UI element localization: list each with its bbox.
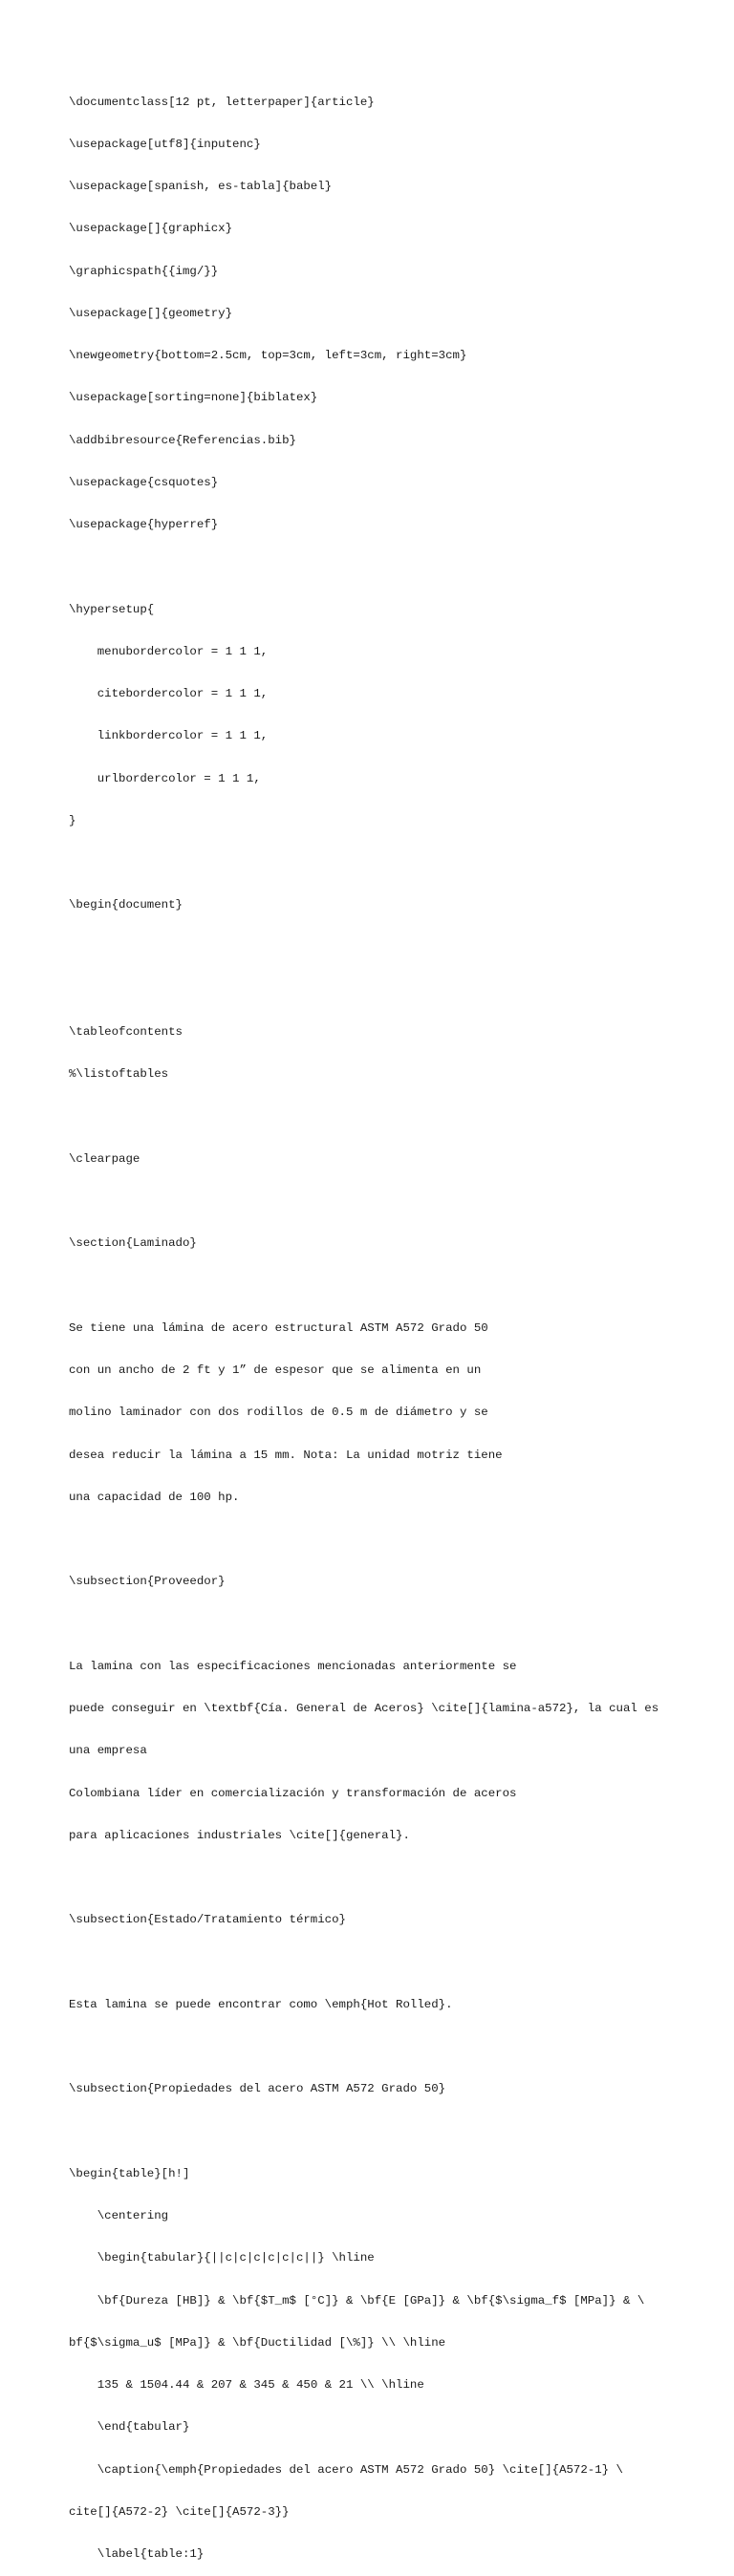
- code-line: menubordercolor = 1 1 1,: [69, 644, 269, 658]
- code-line: \tableofcontents: [69, 1025, 183, 1039]
- code-line: \end{tabular}: [69, 2420, 190, 2435]
- code-line: }: [69, 813, 76, 827]
- code-line: \addbibresource{Referencias.bib}: [69, 433, 296, 447]
- blank-line: [69, 1279, 700, 1294]
- code-line: \usepackage[]{geometry}: [69, 306, 233, 320]
- code-line: Colombiana líder en comercialización y transformación de aceros: [69, 1786, 517, 1800]
- code-line: para aplicaciones industriales \cite[]{general}.: [69, 1828, 410, 1842]
- code-line: \clearpage: [69, 1151, 140, 1166]
- latex-source-document: [69, 67, 700, 2576]
- code-line: Esta lamina se puede encontrar como \emph{Hot Rolled}.: [69, 1997, 453, 2011]
- code-line: puede conseguir en \textbf{Cía. General de Aceros} \cite[]{lamina-a572}, la cual es: [69, 1702, 659, 1715]
- blank-line: [69, 941, 700, 955]
- code-line: %\listoftables: [69, 1067, 169, 1082]
- blank-line: [69, 1194, 700, 1209]
- code-line: molino laminador con dos rodillos de 0.5 m de diámetro y se: [69, 1406, 488, 1420]
- code-line: \begin{tabular}{||c|c|c|c|c|c||} \hline: [69, 2251, 375, 2265]
- code-line: \caption{\emph{Propiedades del acero ASTM A572 Grado 50} \cite[]{A572-1} \: [69, 2462, 623, 2477]
- code-line: cite[]{A572-2} \cite[]{A572-3}}: [69, 2504, 290, 2519]
- code-line: con un ancho de 2 ft y 1” de espesor que se alimenta en un: [69, 1363, 482, 1377]
- blank-line: [69, 983, 700, 998]
- code-line: urlbordercolor = 1 1 1,: [69, 771, 261, 785]
- code-line: \usepackage[spanish, es-tabla]{babel}: [69, 180, 333, 193]
- blank-line: [69, 2040, 700, 2054]
- blank-line: [69, 1871, 700, 1885]
- code-line: \usepackage[utf8]{inputenc}: [69, 137, 261, 151]
- code-line: \usepackage{csquotes}: [69, 475, 219, 489]
- code-line: \subsection{Propiedades del acero ASTM A572 Grado 50}: [69, 2082, 446, 2096]
- blank-line: [69, 1533, 700, 1547]
- blank-line: [69, 1956, 700, 1970]
- code-line: \subsection{Proveedor}: [69, 1575, 226, 1589]
- code-line: \section{Laminado}: [69, 1236, 197, 1251]
- code-line: 135 & 1504.44 & 207 & 345 & 450 & 21 \\ \hline: [69, 2378, 424, 2392]
- code-line: \usepackage{hyperref}: [69, 518, 219, 531]
- code-line: \begin{document}: [69, 898, 183, 912]
- code-line: una empresa: [69, 1744, 147, 1758]
- code-line: Se tiene una lámina de acero estructural ASTM A572 Grado 50: [69, 1320, 488, 1335]
- code-line: \subsection{Estado/Tratamiento térmico}: [69, 1913, 346, 1927]
- code-line: \usepackage[]{graphicx}: [69, 222, 233, 236]
- code-line: citebordercolor = 1 1 1,: [69, 687, 269, 700]
- code-line: La lamina con las especificaciones mencionadas anteriormente se: [69, 1659, 517, 1673]
- code-line: \centering: [69, 2209, 169, 2222]
- code-line: \documentclass[12 pt, letterpaper]{article}: [69, 95, 375, 109]
- code-line: \bf{Dureza [HB]} & \bf{$T_m$ [°C]} & \bf{E [GPa]} & \bf{$\sigma_f$ [MPa]} & \: [69, 2293, 645, 2308]
- blank-line: [69, 2125, 700, 2139]
- code-line: \usepackage[sorting=none]{biblatex}: [69, 391, 318, 405]
- code-line: \graphicspath{{img/}}: [69, 264, 219, 278]
- code-line: una capacidad de 100 hp.: [69, 1490, 240, 1504]
- code-line: \label{table:1}: [69, 2547, 205, 2561]
- blank-line: [69, 1618, 700, 1632]
- code-line: \hypersetup{: [69, 602, 155, 616]
- blank-line: [69, 856, 700, 870]
- blank-line: [69, 1110, 700, 1125]
- code-line: \newgeometry{bottom=2.5cm, top=3cm, left=3cm, right=3cm}: [69, 349, 467, 362]
- blank-line: [69, 560, 700, 574]
- code-line: desea reducir la lámina a 15 mm. Nota: La unidad motriz tiene: [69, 1448, 503, 1462]
- code-line: linkbordercolor = 1 1 1,: [69, 729, 269, 743]
- code-line: bf{$\sigma_u$ [MPa]} & \bf{Ductilidad [\%]} \\ \hline: [69, 2335, 446, 2350]
- code-line: \begin{table}[h!]: [69, 2166, 190, 2180]
